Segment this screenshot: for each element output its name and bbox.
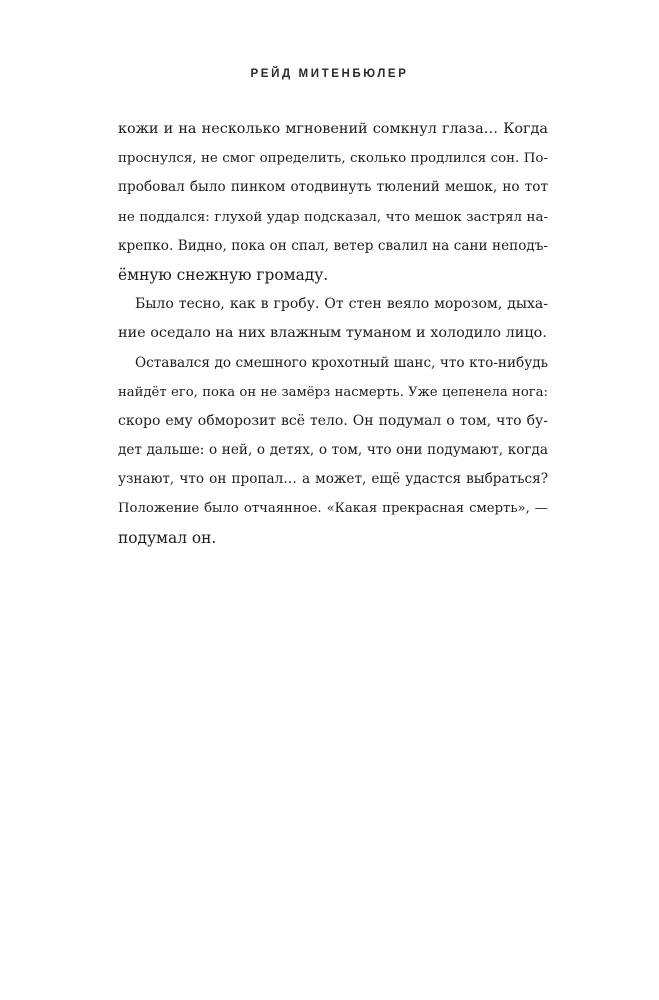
paragraph-1 xyxy=(118,115,548,290)
text-line: ние оседало на них влажным туманом и холодило лицо. xyxy=(118,325,547,342)
paragraph-2 xyxy=(118,290,548,348)
text-line: Положение было отчаянное. «Какая прекрасная смерть», — xyxy=(118,501,548,517)
body-text xyxy=(118,115,548,553)
text-line: пробовал было пинком отодвинуть тюлений мешок, но тот xyxy=(118,179,548,196)
paragraph-3 xyxy=(118,349,548,553)
text-line: проснулся, не смог определить, сколько продлился сон. По- xyxy=(118,151,548,167)
text-line: Оставался до смешного крохотный шанс, что кто-нибудь xyxy=(135,354,548,371)
text-line: крепко. Видно, пока он спал, ветер свалил на сани неподъ- xyxy=(118,237,548,254)
text-line: не поддался: глухой удар подсказал, что мешок застрял на- xyxy=(118,209,548,225)
text-line: Было тесно, как в гробу. От стен веяло морозом, дыха- xyxy=(135,296,548,313)
text-line: найдёт его, пока он не замёрз насмерть. Уже цепенела нога: xyxy=(118,384,548,400)
text-line: подумал он. xyxy=(118,528,217,547)
text-line: узнают, что он пропал… а может, ещё удастся выбраться? xyxy=(118,471,548,488)
text-line: ёмную снежную громаду. xyxy=(118,265,329,284)
text-line: кожи и на несколько мгновений сомкнул глаза… Когда xyxy=(118,121,548,137)
text-line: скоро ему обморозит всё тело. Он подумал о том, что бу- xyxy=(118,412,548,429)
running-head-author: РЕЙД МИТЕНБЮЛЕР xyxy=(250,68,409,80)
text-line: дет дальше: о ней, о детях, о том, что они подумают, когда xyxy=(118,442,548,459)
